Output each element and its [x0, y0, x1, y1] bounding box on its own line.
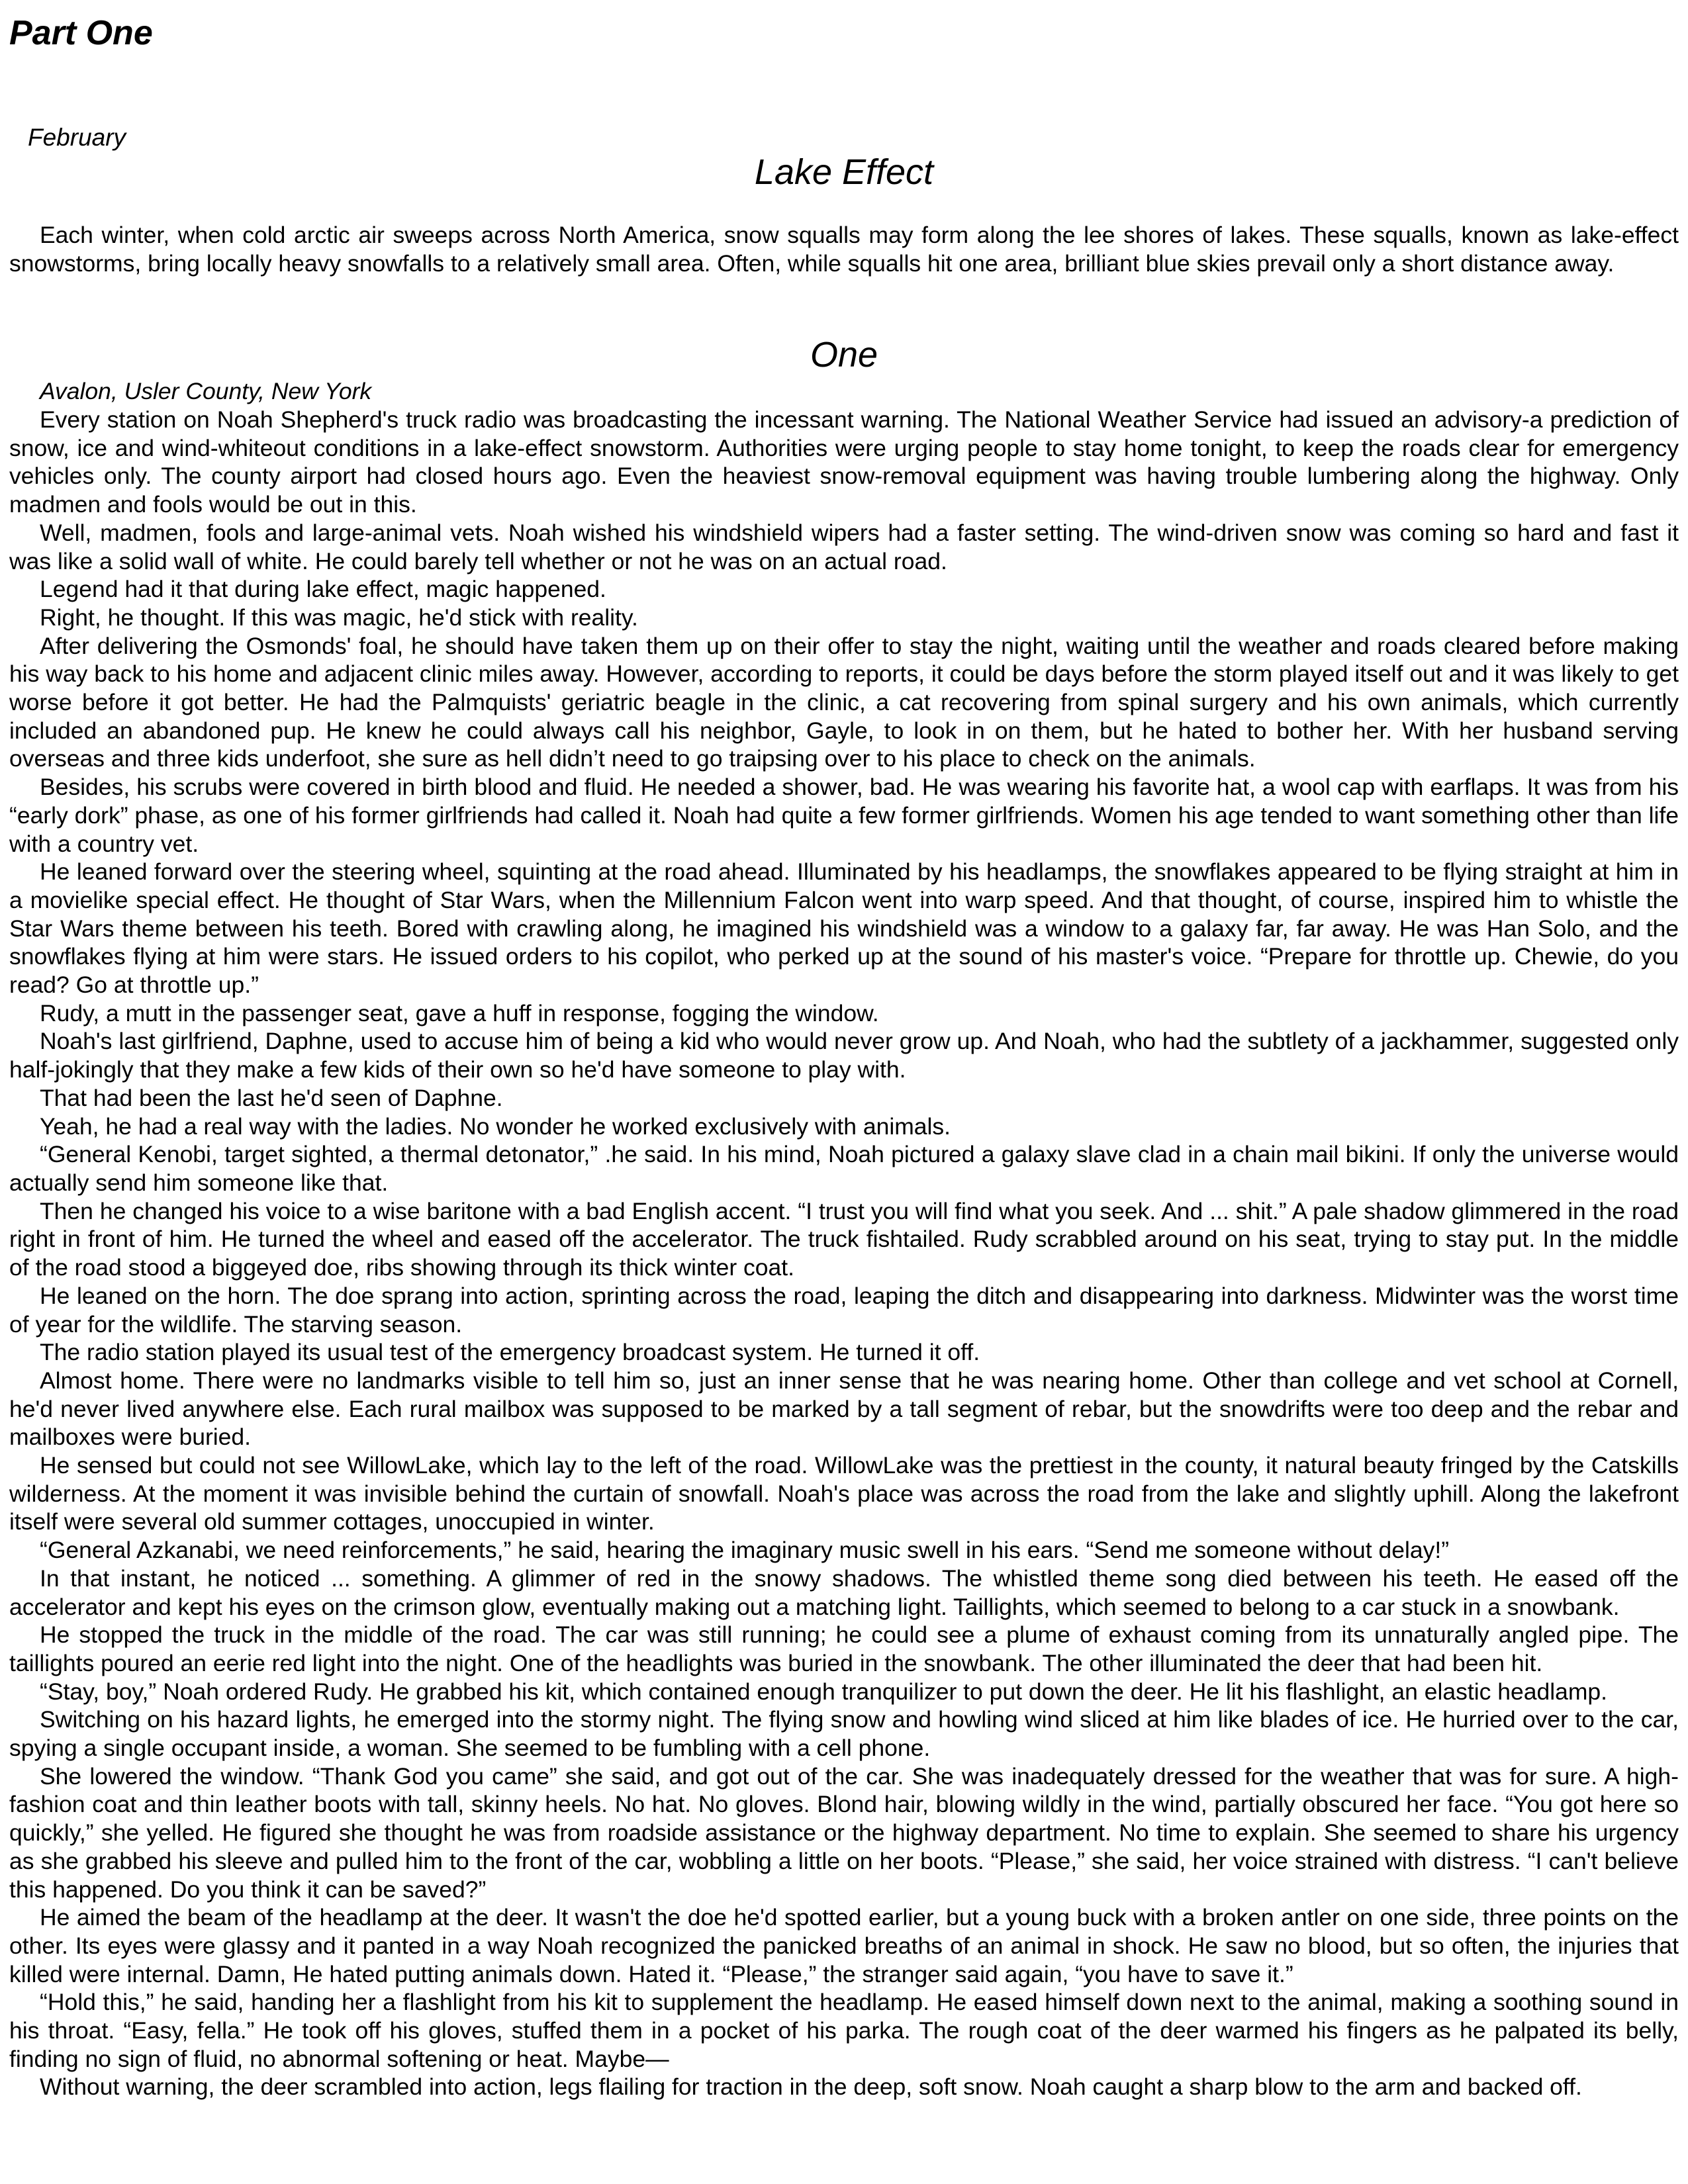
paragraph: He leaned on the horn. The doe sprang into action, sprinting across the road, leaping the ditch and disappearing into darkness. Midwinter was the worst time of year for the wildlife. The starving season.	[9, 1282, 1679, 1338]
paragraph: “Hold this,” he said, handing her a flashlight from his kit to supplement the headlamp. He eased himself down next to the animal, making a soothing sound in his throat. “Easy, fella.” He took off his gloves, stuffed them in a pocket of his parka. The rough coat of the deer warmed his fingers as he palpated its belly, finding no sign of fluid, no abnormal softening or heat. Maybe—	[9, 1989, 1679, 2072]
part-title: Part One	[9, 14, 153, 52]
paragraph: He leaned forward over the steering wheel, squinting at the road ahead. Illuminated by his headlamps, the snowflakes appeared to be flying straight at him in a movielike special effect. He thought of Star Wars, when the Millennium Falcon went into warp speed. And that thought, of course, inspired him to whistle the Star Wars theme between his teeth. Bored with crawling along, he imagined his windshield was a window to a galaxy far, far away. He was Han Solo, and the snowflakes flying at him were stars. He issued orders to his copilot, who perked up at the sound of his master's voice. “Prepare for throttle up. Chewie, do you read? Go at throttle up.”	[9, 858, 1679, 999]
paragraph: Well, madmen, fools and large-animal vets. Noah wished his windshield wipers had a faster setting. The wind-driven snow was coming so hard and fast it was like a solid wall of white. He could barely tell whether or not he was on an actual road.	[9, 519, 1679, 574]
place-heading: Avalon, Usler County, New York	[40, 378, 372, 404]
paragraph: Then he changed his voice to a wise baritone with a bad English accent. “I trust you will find what you seek. And ... shit.” A pale shadow glimmered in the road right in front of him. He turned the wheel and eased off the accelerator. The truck fishtailed. Rudy scrabbled around on his seat, trying to stay put. In the middle of the road stood a biggeyed doe, ribs showing through its thick winter coat.	[9, 1197, 1679, 1281]
paragraph: Yeah, he had a real way with the ladies. No wonder he worked exclusively with animals.	[40, 1113, 951, 1140]
paragraph: Almost home. There were no landmarks visible to tell him so, just an inner sense that he was nearing home. Other than college and vet school at Cornell, he'd never lived anywhere else. Each rural mailbox was supposed to be marked by a tall segment of rebar, but the snowdrifts were too deep and the rebar and mailboxes were buried.	[9, 1367, 1679, 1451]
paragraph: In that instant, he noticed ... something. A glimmer of red in the snowy shadows. The whistled theme song died between his teeth. He eased off the accelerator and kept his eyes on the crimson glow, eventually making out a matching light. Taillights, which seemed to belong to a car stuck in a snowbank.	[9, 1565, 1679, 1620]
chapter-title: One	[810, 335, 878, 375]
month-label: February	[28, 124, 126, 151]
section-title: Lake Effect	[754, 152, 934, 192]
paragraph: Legend had it that during lake effect, magic happened.	[40, 576, 606, 603]
paragraph: That had been the last he'd seen of Daphne.	[40, 1084, 503, 1111]
paragraph: Switching on his hazard lights, he emerged into the stormy night. The flying snow and howling wind sliced at him like blades of ice. He hurried over to the car, spying a single occupant inside, a woman. She seemed to be fumbling with a cell phone.	[9, 1706, 1679, 1762]
paragraph: He sensed but could not see WillowLake, which lay to the left of the road. WillowLake was the prettiest in the county, it natural beauty fringed by the Catskills wilderness. At the moment it was invisible behind the curtain of snowfall. Noah's place was across the road from the lake and slightly uphill. Along the lakefront itself were several old summer cottages, unoccupied in winter.	[9, 1452, 1679, 1535]
paragraph: He aimed the beam of the headlamp at the deer. It wasn't the doe he'd spotted earlier, but a young buck with a broken antler on one side, three points on the other. Its eyes were glassy and it panted in a way Noah recognized the panicked breaths of an animal in shock. He saw no blood, but so often, the injuries that killed were internal. Damn, He hated putting animals down. Hated it. “Please,” the stranger said again, “you have to save it.”	[9, 1904, 1679, 1987]
paragraph: “General Azkanabi, we need reinforcements,” he said, hearing the imaginary music swell in his ears. “Send me someone without delay!”	[40, 1537, 1450, 1564]
paragraph: The radio station played its usual test of the emergency broadcast system. He turned it off.	[40, 1339, 980, 1366]
paragraph: Every station on Noah Shepherd's truck radio was broadcasting the incessant warning. The National Weather Service had issued an advisory-a prediction of snow, ice and wind-whiteout conditions in a lake-effect snowstorm. Authorities were urging people to stay home tonight, to keep the roads clear for emergency vehicles only. The county airport had closed hours ago. Even the heaviest snow-removal equipment was having trouble lumbering along the highway. Only madmen and fools would be out in this.	[9, 406, 1679, 518]
paragraph: Right, he thought. If this was magic, he'd stick with reality.	[40, 604, 638, 631]
paragraph: “Stay, boy,” Noah ordered Rudy. He grabbed his kit, which contained enough tranquilizer to put down the deer. He lit his flashlight, an elastic headlamp.	[40, 1678, 1608, 1705]
intro-paragraph: Each winter, when cold arctic air sweeps across North America, snow squalls may form along the lee shores of lakes. These squalls, known as lake-effect snowstorms, bring locally heavy snowfalls to a relatively small area. Often, while squalls hit one area, brilliant blue skies prevail only a short distance away.	[9, 222, 1679, 277]
paragraph: After delivering the Osmonds' foal, he should have taken them up on their offer to stay the night, waiting until the weather and roads cleared before making his way back to his home and adjacent clinic miles away. However, according to reports, it could be days before the storm played itself out and it was likely to get worse before it got better. He had the Palmquists' geriatric beagle in the clinic, a cat recovering from spinal surgery and his own animals, which currently included an abandoned pup. He knew he could always call his neighbor, Gayle, to look in on them, but he hated to bother her. With her husband serving overseas and three kids underfoot, she sure as hell didn’t need to go traipsing over to his place to check on the animals.	[9, 632, 1679, 772]
paragraph: Without warning, the deer scrambled into action, legs flailing for traction in the deep, soft snow. Noah caught a sharp blow to the arm and backed off.	[40, 2073, 1582, 2101]
paragraph: He stopped the truck in the middle of the road. The car was still running; he could see a plume of exhaust coming from its unnaturally angled pipe. The taillights poured an eerie red light into the night. One of the headlights was buried in the snowbank. The other illuminated the deer that had been hit.	[9, 1621, 1679, 1676]
paragraph: She lowered the window. “Thank God you came” she said, and got out of the car. She was inadequately dressed for the weather that was for sure. A high-fashion coat and thin leather boots with tall, skinny heels. No hat. No gloves. Blond hair, blowing wildly in the wind, partially obscured her face. “You got here so quickly,” she yelled. He figured she thought he was from roadside assistance or the highway department. No time to explain. She seemed to share his urgency as she grabbed his sleeve and pulled him to the front of the car, wobbling a little on her boots. “Please,” she said, her voice strained with distress. “I can't believe this happened. Do you think it can be saved?”	[9, 1762, 1679, 1903]
chapter-body	[9, 406, 1679, 2101]
paragraph: Noah's last girlfriend, Daphne, used to accuse him of being a kid who would never grow up. And Noah, who had the subtlety of a jackhammer, suggested only half-jokingly that they make a few kids of their own so he'd have someone to play with.	[9, 1028, 1679, 1083]
paragraph: “General Kenobi, target sighted, a thermal detonator,” .he said. In his mind, Noah pictured a galaxy slave clad in a chain mail bikini. If only the universe would actually send him someone like that.	[9, 1141, 1679, 1196]
paragraph: Rudy, a mutt in the passenger seat, gave a huff in response, fogging the window.	[40, 999, 879, 1026]
paragraph: Besides, his scrubs were covered in birth blood and fluid. He needed a shower, bad. He was wearing his favorite hat, a wool cap with earflaps. It was from his “early dork” phase, as one of his former girlfriends had called it. Noah had quite a few former girlfriends. Women his age tended to want something other than life with a country vet.	[9, 774, 1679, 857]
